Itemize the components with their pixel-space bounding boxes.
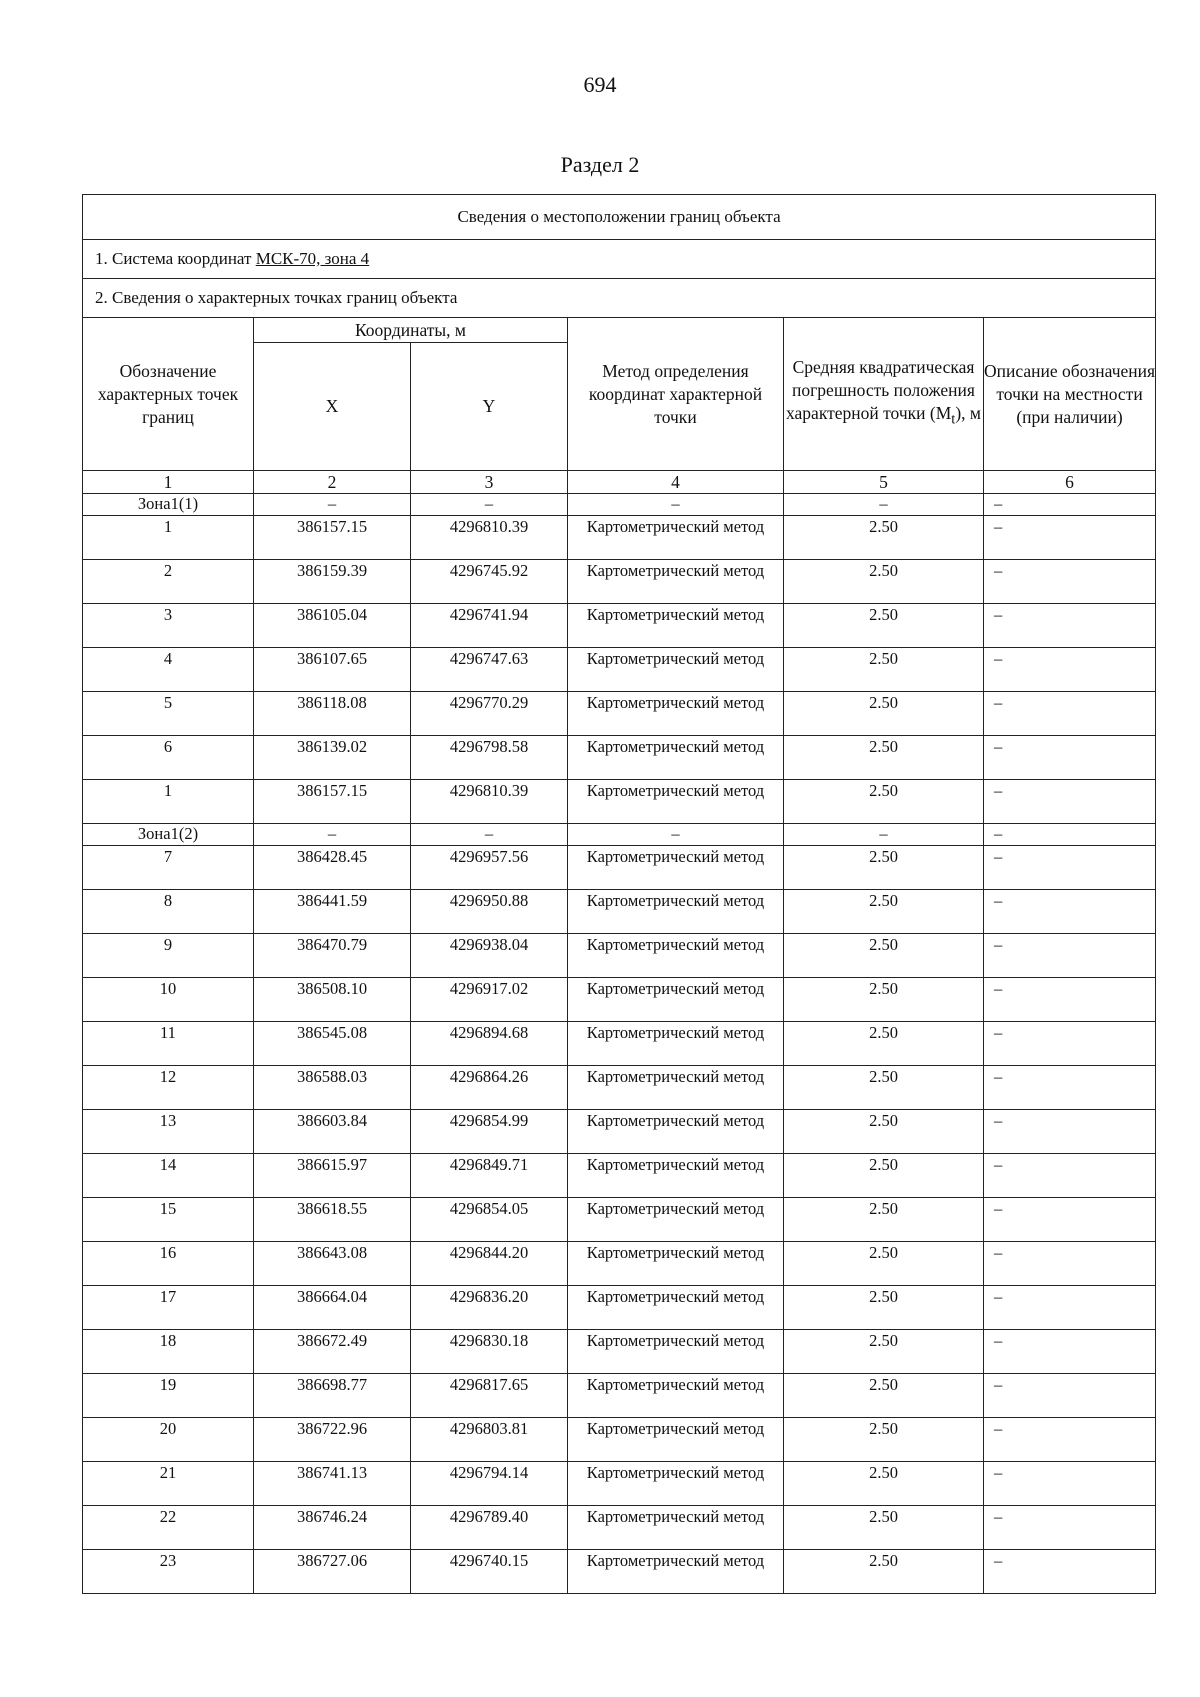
error-cell: 2.50 (784, 1286, 984, 1330)
description-cell: – (984, 1374, 1156, 1418)
point-label-cell: 15 (83, 1198, 254, 1242)
x-coordinate-cell: 386441.59 (254, 890, 411, 934)
y-coordinate-cell: 4296844.20 (411, 1242, 568, 1286)
point-label-cell: 12 (83, 1066, 254, 1110)
zone-row (83, 824, 1156, 846)
column-number: 4 (568, 471, 784, 494)
y-coordinate-cell: 4296810.39 (411, 780, 568, 824)
table-row (83, 1022, 1156, 1066)
header-coordinates: Координаты, м (254, 318, 568, 343)
method-cell: Картометрический метод (568, 516, 784, 560)
error-cell: 2.50 (784, 1198, 984, 1242)
column-number: 2 (254, 471, 411, 494)
y-coordinate-cell: 4296836.20 (411, 1286, 568, 1330)
page-number: 694 (583, 72, 617, 97)
description-cell: – (984, 736, 1156, 780)
table-row (83, 1462, 1156, 1506)
table-row (83, 1198, 1156, 1242)
y-coordinate-cell: 4296950.88 (411, 890, 568, 934)
error-cell: 2.50 (784, 1462, 984, 1506)
y-coordinate-cell: 4296770.29 (411, 692, 568, 736)
point-label-cell: 8 (83, 890, 254, 934)
x-coordinate-cell: 386159.39 (254, 560, 411, 604)
description-cell: – (984, 1110, 1156, 1154)
y-coordinate-cell: 4296803.81 (411, 1418, 568, 1462)
x-coordinate-cell: 386615.97 (254, 1154, 411, 1198)
description-cell: – (984, 1550, 1156, 1594)
x-coordinate-cell: 386672.49 (254, 1330, 411, 1374)
x-coordinate-cell: 386603.84 (254, 1110, 411, 1154)
error-cell: – (784, 494, 984, 516)
table-row (83, 978, 1156, 1022)
point-label-cell: 9 (83, 934, 254, 978)
table-row (83, 846, 1156, 890)
error-cell: 2.50 (784, 1506, 984, 1550)
error-cell: 2.50 (784, 648, 984, 692)
x-coordinate-cell: 386105.04 (254, 604, 411, 648)
method-cell: Картометрический метод (568, 1110, 784, 1154)
x-coordinate-cell: 386618.55 (254, 1198, 411, 1242)
coordinate-system-value: МСК-70, зона 4 (255, 249, 370, 268)
description-cell: – (984, 1506, 1156, 1550)
table-row (83, 1506, 1156, 1550)
header-y: Y (411, 343, 568, 471)
error-cell: 2.50 (784, 1330, 984, 1374)
y-coordinate-cell: 4296798.58 (411, 736, 568, 780)
description-cell: – (984, 648, 1156, 692)
point-label-cell: 10 (83, 978, 254, 1022)
header-designation: Обозначение характерных точек границ (83, 318, 254, 471)
method-cell: Картометрический метод (568, 1330, 784, 1374)
error-cell: – (784, 824, 984, 846)
method-cell: Картометрический метод (568, 780, 784, 824)
point-label-cell: 23 (83, 1550, 254, 1594)
description-cell: – (984, 604, 1156, 648)
table-row (83, 1286, 1156, 1330)
method-cell: Картометрический метод (568, 736, 784, 780)
header-error (784, 318, 984, 471)
table-row (83, 560, 1156, 604)
point-label-cell: 19 (83, 1374, 254, 1418)
table-row (83, 648, 1156, 692)
description-cell: – (984, 1418, 1156, 1462)
description-cell: – (984, 516, 1156, 560)
description-cell: – (984, 1154, 1156, 1198)
method-cell: Картометрический метод (568, 1242, 784, 1286)
y-coordinate-cell: 4296747.63 (411, 648, 568, 692)
column-numbers-row (83, 471, 1156, 494)
table-row (83, 1330, 1156, 1374)
point-label-cell: 20 (83, 1418, 254, 1462)
x-coordinate-cell: 386508.10 (254, 978, 411, 1022)
header-error-sub: t (951, 411, 956, 428)
description-cell: – (984, 934, 1156, 978)
point-label-cell: 16 (83, 1242, 254, 1286)
method-cell: Картометрический метод (568, 1506, 784, 1550)
table-row (83, 1418, 1156, 1462)
method-cell: Картометрический метод (568, 604, 784, 648)
method-cell: Картометрический метод (568, 978, 784, 1022)
point-label-cell: 21 (83, 1462, 254, 1506)
header-description: Описание обозначения точки на местности (при наличии) (984, 318, 1156, 471)
error-cell: 2.50 (784, 934, 984, 978)
error-cell: 2.50 (784, 736, 984, 780)
table-row (83, 1242, 1156, 1286)
error-cell: 2.50 (784, 846, 984, 890)
x-coordinate-cell: 386139.02 (254, 736, 411, 780)
table-row (83, 780, 1156, 824)
x-coordinate-cell: – (254, 824, 411, 846)
description-cell: – (984, 494, 1156, 516)
x-coordinate-cell: 386107.65 (254, 648, 411, 692)
points-caption: 2. Сведения о характерных точках границ объекта (83, 279, 1156, 318)
point-label-cell: 14 (83, 1154, 254, 1198)
y-coordinate-cell: 4296789.40 (411, 1506, 568, 1550)
header-x: X (254, 343, 411, 471)
x-coordinate-cell: 386664.04 (254, 1286, 411, 1330)
error-cell: 2.50 (784, 890, 984, 934)
error-cell: 2.50 (784, 560, 984, 604)
description-cell: – (984, 1330, 1156, 1374)
description-cell: – (984, 560, 1156, 604)
section-title: Раздел 2 (560, 152, 640, 177)
method-cell: Картометрический метод (568, 560, 784, 604)
header-error-suffix: ), м (955, 403, 981, 424)
table-title: Сведения о местоположении границ объекта (83, 195, 1156, 240)
method-cell: Картометрический метод (568, 846, 784, 890)
method-cell: Картометрический метод (568, 1198, 784, 1242)
x-coordinate-cell: 386470.79 (254, 934, 411, 978)
point-label-cell: Зона1(2) (83, 824, 254, 846)
header-error-text: Средняя квадратическая погрешность положения характерной точки (M (786, 357, 975, 424)
error-cell: 2.50 (784, 1066, 984, 1110)
description-cell: – (984, 1242, 1156, 1286)
method-cell: Картометрический метод (568, 1022, 784, 1066)
method-cell: Картометрический метод (568, 1286, 784, 1330)
method-cell: Картометрический метод (568, 1462, 784, 1506)
y-coordinate-cell: 4296817.65 (411, 1374, 568, 1418)
x-coordinate-cell: 386588.03 (254, 1066, 411, 1110)
error-cell: 2.50 (784, 1022, 984, 1066)
point-label-cell: 13 (83, 1110, 254, 1154)
error-cell: 2.50 (784, 1374, 984, 1418)
y-coordinate-cell: 4296830.18 (411, 1330, 568, 1374)
description-cell: – (984, 846, 1156, 890)
error-cell: 2.50 (784, 1110, 984, 1154)
description-cell: – (984, 780, 1156, 824)
error-cell: 2.50 (784, 780, 984, 824)
table-row (83, 692, 1156, 736)
method-cell: Картометрический метод (568, 692, 784, 736)
y-coordinate-cell: 4296745.92 (411, 560, 568, 604)
x-coordinate-cell: – (254, 494, 411, 516)
error-cell: 2.50 (784, 978, 984, 1022)
table-row (83, 516, 1156, 560)
column-number: 3 (411, 471, 568, 494)
y-coordinate-cell: 4296854.05 (411, 1198, 568, 1242)
point-label-cell: 17 (83, 1286, 254, 1330)
y-coordinate-cell: 4296810.39 (411, 516, 568, 560)
point-label-cell: 6 (83, 736, 254, 780)
y-coordinate-cell: 4296849.71 (411, 1154, 568, 1198)
description-cell: – (984, 890, 1156, 934)
column-number: 5 (784, 471, 984, 494)
method-cell: Картометрический метод (568, 648, 784, 692)
x-coordinate-cell: 386118.08 (254, 692, 411, 736)
y-coordinate-cell: 4296794.14 (411, 1462, 568, 1506)
table-row (83, 890, 1156, 934)
description-cell: – (984, 824, 1156, 846)
error-cell: 2.50 (784, 1242, 984, 1286)
error-cell: 2.50 (784, 1418, 984, 1462)
header-method: Метод определения координат характерной точки (568, 318, 784, 471)
error-cell: 2.50 (784, 692, 984, 736)
x-coordinate-cell: 386545.08 (254, 1022, 411, 1066)
method-cell: Картометрический метод (568, 1374, 784, 1418)
point-label-cell: 18 (83, 1330, 254, 1374)
table-row (83, 934, 1156, 978)
method-cell: – (568, 824, 784, 846)
x-coordinate-cell: 386157.15 (254, 516, 411, 560)
x-coordinate-cell: 386643.08 (254, 1242, 411, 1286)
y-coordinate-cell: – (411, 824, 568, 846)
y-coordinate-cell: 4296938.04 (411, 934, 568, 978)
zone-row (83, 494, 1156, 516)
point-label-cell: 2 (83, 560, 254, 604)
table-row (83, 736, 1156, 780)
method-cell: Картометрический метод (568, 890, 784, 934)
x-coordinate-cell: 386727.06 (254, 1550, 411, 1594)
description-cell: – (984, 1198, 1156, 1242)
coordinate-system (83, 240, 1156, 279)
x-coordinate-cell: 386428.45 (254, 846, 411, 890)
column-number: 6 (984, 471, 1156, 494)
point-label-cell: 22 (83, 1506, 254, 1550)
method-cell: – (568, 494, 784, 516)
y-coordinate-cell: 4296740.15 (411, 1550, 568, 1594)
description-cell: – (984, 1286, 1156, 1330)
point-label-cell: 4 (83, 648, 254, 692)
table-row (83, 1550, 1156, 1594)
method-cell: Картометрический метод (568, 1418, 784, 1462)
method-cell: Картометрический метод (568, 1550, 784, 1594)
x-coordinate-cell: 386741.13 (254, 1462, 411, 1506)
table-row (83, 604, 1156, 648)
y-coordinate-cell: 4296864.26 (411, 1066, 568, 1110)
description-cell: – (984, 1022, 1156, 1066)
y-coordinate-cell: 4296957.56 (411, 846, 568, 890)
y-coordinate-cell: 4296854.99 (411, 1110, 568, 1154)
error-cell: 2.50 (784, 604, 984, 648)
description-cell: – (984, 1462, 1156, 1506)
table-row (83, 1154, 1156, 1198)
error-cell: 2.50 (784, 516, 984, 560)
y-coordinate-cell: 4296741.94 (411, 604, 568, 648)
table-row (83, 1110, 1156, 1154)
x-coordinate-cell: 386698.77 (254, 1374, 411, 1418)
point-label-cell: 5 (83, 692, 254, 736)
x-coordinate-cell: 386722.96 (254, 1418, 411, 1462)
error-cell: 2.50 (784, 1154, 984, 1198)
coordinate-system-label: 1. Система координат (95, 249, 256, 268)
point-label-cell: 3 (83, 604, 254, 648)
x-coordinate-cell: 386157.15 (254, 780, 411, 824)
y-coordinate-cell: 4296894.68 (411, 1022, 568, 1066)
column-number: 1 (83, 471, 254, 494)
method-cell: Картометрический метод (568, 934, 784, 978)
point-label-cell: 1 (83, 780, 254, 824)
description-cell: – (984, 692, 1156, 736)
description-cell: – (984, 1066, 1156, 1110)
method-cell: Картометрический метод (568, 1066, 784, 1110)
point-label-cell: 11 (83, 1022, 254, 1066)
y-coordinate-cell: 4296917.02 (411, 978, 568, 1022)
table-row (83, 1374, 1156, 1418)
description-cell: – (984, 978, 1156, 1022)
x-coordinate-cell: 386746.24 (254, 1506, 411, 1550)
y-coordinate-cell: – (411, 494, 568, 516)
table-row (83, 1066, 1156, 1110)
point-label-cell: Зона1(1) (83, 494, 254, 516)
error-cell: 2.50 (784, 1550, 984, 1594)
point-label-cell: 1 (83, 516, 254, 560)
method-cell: Картометрический метод (568, 1154, 784, 1198)
boundary-points-table (82, 194, 1156, 1594)
point-label-cell: 7 (83, 846, 254, 890)
